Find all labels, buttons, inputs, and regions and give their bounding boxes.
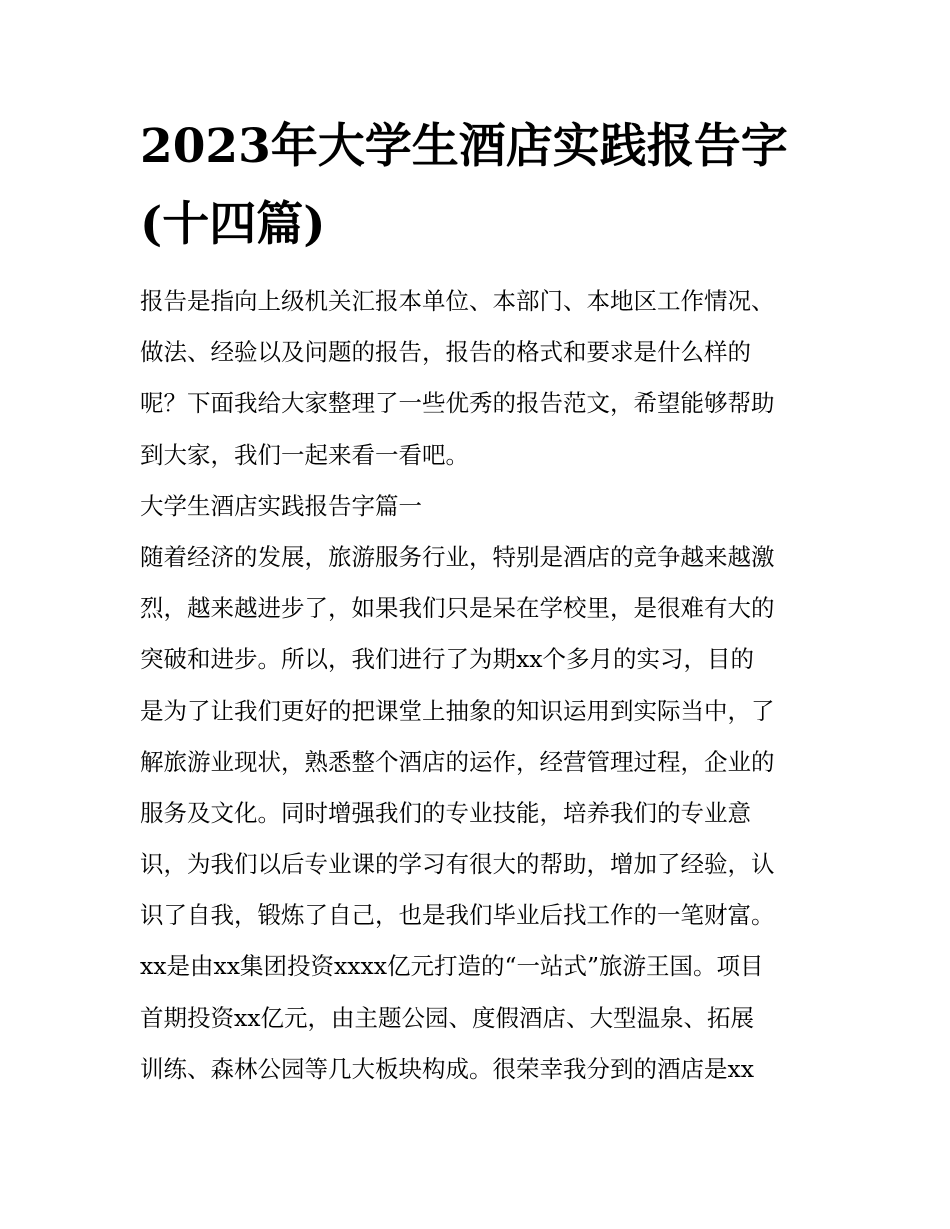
intro-paragraph — [140, 276, 820, 481]
intro-line: 到大家，我们一起来看一看吧。 — [140, 440, 469, 469]
document-title — [140, 108, 820, 264]
section-line: 解旅游业现状，熟悉整个酒店的运作，经营管理过程，企业的 — [140, 747, 775, 776]
title-line-1: 2023年大学生酒店实践报告字 — [140, 119, 788, 174]
section-line: xx是由xx集团投资xxxx亿元打造的“一站式”旅游王国。项目 — [140, 952, 764, 981]
section-line: 服务及文化。同时增强我们的专业技能，培养我们的专业意 — [140, 798, 751, 827]
section-line: 随着经济的发展，旅游服务行业，特别是酒店的竞争越来越激 — [140, 542, 775, 571]
section-heading: 大学生酒店实践报告字篇一 — [140, 491, 422, 520]
section-line: 训练、森林公园等几大板块构成。很荣幸我分到的酒店是xx — [140, 1054, 755, 1083]
section-line: 识了自我，锻炼了自己，也是我们毕业后找工作的一笔财富。 — [140, 901, 775, 930]
section-line: 烈，越来越进步了，如果我们只是呆在学校里，是很难有大的 — [140, 594, 775, 623]
section-line: 首期投资xx亿元，由主题公园、度假酒店、大型温泉、拓展 — [140, 1003, 755, 1032]
title-line-2: (十四篇) — [140, 197, 326, 252]
section-line: 突破和进步。所以，我们进行了为期xx个多月的实习，目的 — [140, 645, 755, 674]
intro-line: 做法、经验以及问题的报告，报告的格式和要求是什么样的 — [140, 338, 751, 367]
section-line: 识，为我们以后专业课的学习有很大的帮助，增加了经验，认 — [140, 850, 775, 879]
section-paragraph — [140, 532, 820, 1095]
intro-line: 报告是指向上级机关汇报本单位、本部门、本地区工作情况、 — [140, 287, 775, 315]
document-body — [140, 276, 820, 1095]
section-line: 是为了让我们更好的把课堂上抽象的知识运用到实际当中，了 — [140, 696, 775, 725]
intro-line: 呢？下面我给大家整理了一些优秀的报告范文，希望能够帮助 — [140, 389, 775, 418]
